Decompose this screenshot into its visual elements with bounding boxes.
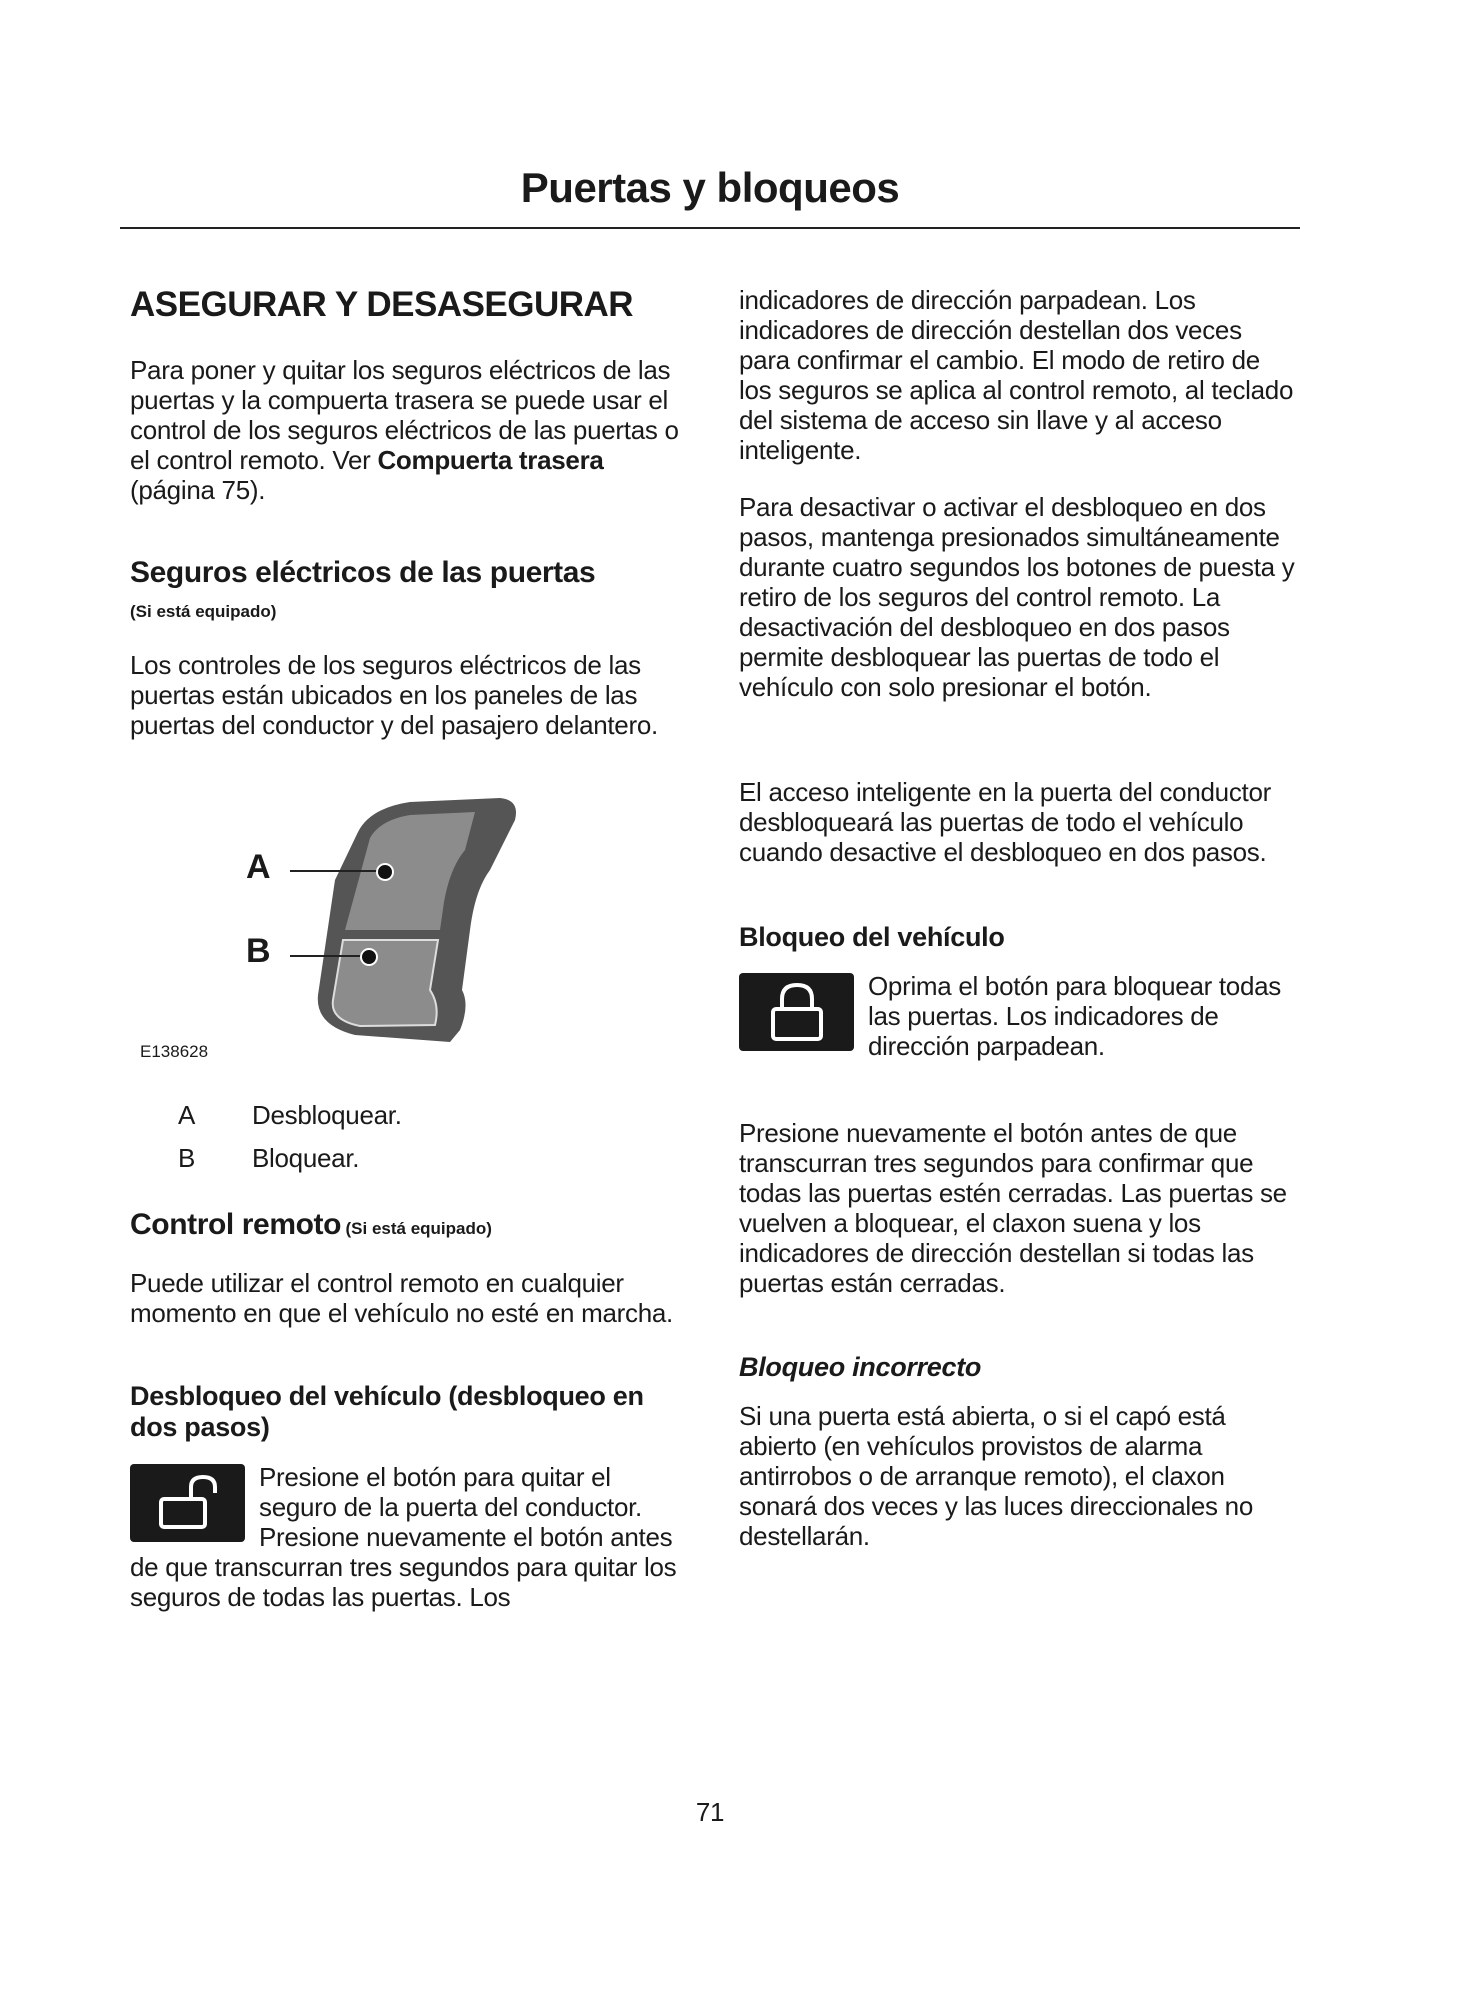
unlock-icon (376, 863, 394, 881)
lock-block (739, 971, 1299, 1061)
remote-equipped-note: (Si está equipado) (345, 1219, 492, 1238)
subsection-heading: Seguros eléctricos de las puertas (130, 556, 596, 589)
door-lock-switch-figure (130, 790, 690, 1070)
unlock-block (130, 1462, 690, 1612)
controls-paragraph: Los controles de los seguros eléctricos de las puertas están ubicados en los paneles de las puertas del conductor y del pasajero delantero. (130, 650, 658, 740)
incorrect-lock-heading: Bloqueo incorrecto (739, 1352, 982, 1382)
label-b: B (246, 932, 271, 970)
flash-paragraph: indicadores de dirección parpadean. Los indicadores de dirección destellan dos veces para confirmar el cambio. El modo de retiro de los seguros se aplica al control remoto, al teclado del sistema de acceso sin llave y al acceso inteligente. (739, 285, 1294, 465)
unlock-button-icon (130, 1464, 245, 1542)
remote-paragraph: Puede utilizar el control remoto en cualquier momento en que el vehículo no esté en marcha. (130, 1268, 673, 1328)
legend-text-a: Desbloquear. (252, 1100, 402, 1130)
unlock-paragraph: Presione el botón para quitar el seguro de la puerta del conductor. Presione nuevamente el botón antes de que transcurran tres segundos para quitar los seguros de todas las puertas. Los (130, 1462, 677, 1612)
remote-heading (130, 1208, 492, 1242)
lock-heading: Bloqueo del vehículo (739, 922, 1005, 952)
intro-text-end: (página 75). (130, 475, 266, 505)
lock-paragraph: Oprima el botón para bloquear todas las puertas. Los indicadores de dirección parpadean. (868, 971, 1281, 1061)
lock-icon (360, 948, 378, 966)
legend-text-b: Bloquear. (252, 1143, 360, 1173)
section-heading: ASEGURAR Y DESASEGURAR (130, 285, 634, 324)
incorrect-lock-paragraph: Si una puerta está abierta, o si el capó está abierto (en vehículos provistos de alarma antirrobos o de arranque remoto), el claxon sonará dos veces y las luces direccionales no destellarán. (739, 1401, 1254, 1551)
remote-heading-text: Control remoto (130, 1208, 342, 1241)
legend-key-b: B (178, 1143, 196, 1173)
door-lock-switch-illustration (130, 790, 690, 1070)
confirm-paragraph: Presione nuevamente el botón antes de que transcurran tres segundos para confirmar que todas las puertas estén cerradas. Las puertas se vuelven a bloquear, el claxon suena y los indicadores de dirección destellan si todas las puertas están cerradas. (739, 1118, 1287, 1298)
unlock-heading: Desbloqueo del vehículo (desbloqueo en dos pasos) (130, 1381, 644, 1442)
intro-paragraph (130, 355, 690, 505)
page-number: 71 (695, 1797, 725, 1827)
leader-line-b (290, 955, 362, 957)
lock-button-icon (739, 973, 854, 1051)
two-step-paragraph: Para desactivar o activar el desbloqueo en dos pasos, mantenga presionados simultáneamente durante cuatro segundos los botones de puesta y retiro de los seguros del control remoto. La desactivación del desbloqueo en dos pasos permite desbloquear las puertas de todo el vehículo con solo presionar el botón. (739, 492, 1295, 702)
label-a: A (246, 848, 271, 886)
intelligent-access-paragraph: El acceso inteligente en la puerta del conductor desbloqueará las puertas de todo el vehículo cuando desactive el desbloqueo en dos pasos. (739, 777, 1271, 867)
header-rule (120, 227, 1300, 229)
equipped-note: (Si está equipado) (130, 602, 277, 621)
figure-id: E138628 (140, 1042, 209, 1061)
page-title: Puertas y bloqueos (520, 164, 900, 211)
legend-key-a: A (178, 1100, 196, 1130)
tailgate-link[interactable]: Compuerta trasera (377, 445, 604, 475)
intro-text: Para poner y quitar los seguros eléctricos de las puertas y la compuerta trasera se puede usar el control de los seguros eléctricos de las puertas o el control remoto. Ver (130, 355, 679, 475)
leader-line-a (290, 870, 378, 872)
